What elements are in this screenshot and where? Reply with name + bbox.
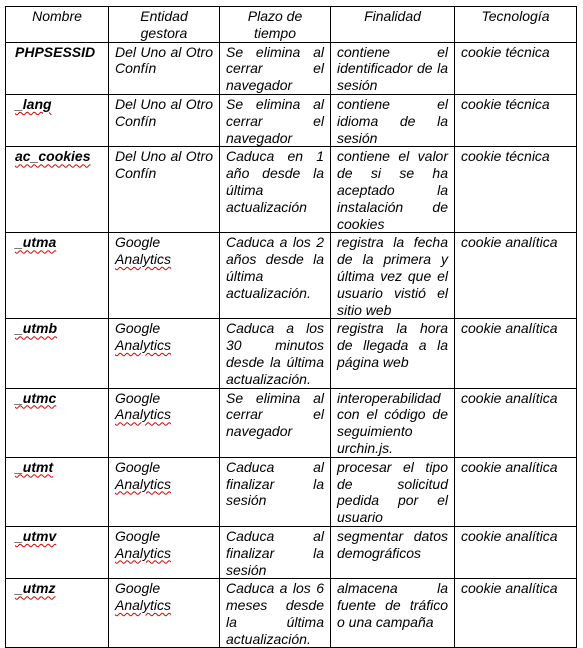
cell-finalidad: contiene el valor de si se ha aceptado la instalación de cookies (331, 147, 455, 233)
cookie-name: _utmb (15, 320, 57, 337)
table-row (6, 457, 577, 526)
cookie-name: _utma (15, 234, 57, 251)
cell-entidad: Del Uno al Otro Confín (109, 42, 220, 94)
analytics-word: Analytics (115, 337, 172, 354)
table-row (6, 579, 577, 648)
cookie-name: _utmt (15, 458, 54, 475)
cell-entidad: Google Analytics (109, 457, 220, 526)
table-body (6, 42, 577, 648)
cell-tecnologia: cookie analítica (455, 579, 577, 648)
cell-tecnologia: cookie técnica (455, 42, 577, 94)
header-row (6, 7, 577, 43)
cookie-name: _lang (15, 95, 52, 112)
cell-plazo: Caduca al finalizar la sesión (220, 526, 331, 578)
table-row (6, 388, 577, 457)
cell-entidad: Del Uno al Otro Confín (109, 147, 220, 233)
analytics-word: Analytics (115, 544, 172, 561)
cell-nombre (6, 42, 109, 94)
cell-nombre (6, 388, 109, 457)
header-finalidad: Finalidad (331, 7, 455, 43)
cell-nombre (6, 457, 109, 526)
cell-entidad: Google Analytics (109, 388, 220, 457)
cell-tecnologia: cookie técnica (455, 94, 577, 146)
cell-entidad: Google Analytics (109, 319, 220, 388)
cell-tecnologia: cookie analítica (455, 319, 577, 388)
cell-plazo: Se elimina al cerrar el navegador (220, 42, 331, 94)
cell-finalidad: registra la fecha de la primera y última vez que el usuario vistió el sitio web (331, 233, 455, 319)
table-header (6, 7, 577, 43)
table-row (6, 147, 577, 233)
cell-nombre (6, 319, 109, 388)
cell-plazo: Caduca al finalizar la sesión (220, 457, 331, 526)
cookie-name: ac_cookies (15, 148, 91, 165)
cookies-table (5, 6, 577, 648)
cell-finalidad: procesar el tipo de solicitud pedida por el usuario (331, 457, 455, 526)
cell-nombre (6, 147, 109, 233)
table-row (6, 233, 577, 319)
analytics-word: Analytics (115, 597, 172, 614)
cell-entidad: Google Analytics (109, 526, 220, 578)
cookie-name: _utmc (15, 389, 57, 406)
cell-plazo: Caduca en 1 año desde la última actualización (220, 147, 331, 233)
cell-plazo: Caduca a los 30 minutos desde la última actualización. (220, 319, 331, 388)
cookie-name: _utmv (15, 527, 57, 544)
cell-nombre (6, 579, 109, 648)
cell-finalidad: interoperabilidad con el código de seguimiento urchin.js. (331, 388, 455, 457)
analytics-word: Analytics (115, 406, 172, 423)
cookie-name: _utmz (15, 580, 56, 597)
cell-tecnologia: cookie analítica (455, 388, 577, 457)
cell-plazo: Se elimina al cerrar el navegador (220, 388, 331, 457)
cell-tecnologia: cookie técnica (455, 147, 577, 233)
cell-nombre (6, 526, 109, 578)
cell-tecnologia: cookie analítica (455, 457, 577, 526)
cookie-name: PHPSESSID (15, 43, 96, 60)
cell-plazo: Caduca a los 6 meses desde la última actualización. (220, 579, 331, 648)
cell-finalidad: registra la hora de llegada a la página web (331, 319, 455, 388)
table-row (6, 42, 577, 94)
cell-finalidad: segmentar datos demográficos (331, 526, 455, 578)
cell-tecnologia: cookie analítica (455, 233, 577, 319)
cell-finalidad: contiene el identificador de la sesión (331, 42, 455, 94)
cell-finalidad: contiene el idioma de la sesión (331, 94, 455, 146)
table-row (6, 319, 577, 388)
table-row (6, 526, 577, 578)
cell-nombre (6, 233, 109, 319)
header-entidad-gestora: Entidad gestora (109, 7, 220, 43)
header-tecnologia: Tecnología (455, 7, 577, 43)
table-row (6, 94, 577, 146)
analytics-word: Analytics (115, 251, 172, 268)
cell-plazo: Caduca a los 2 años desde la última actualización. (220, 233, 331, 319)
header-nombre: Nombre (6, 7, 109, 43)
cell-entidad: Google Analytics (109, 233, 220, 319)
cell-plazo: Se elimina al cerrar el navegador (220, 94, 331, 146)
header-plazo-de-tiempo: Plazo de tiempo (220, 7, 331, 43)
analytics-word: Analytics (115, 475, 172, 492)
cell-entidad: Google Analytics (109, 579, 220, 648)
cell-tecnologia: cookie analítica (455, 526, 577, 578)
cell-nombre (6, 94, 109, 146)
cell-entidad: Del Uno al Otro Confín (109, 94, 220, 146)
cell-finalidad: almacena la fuente de tráfico o una campaña (331, 579, 455, 648)
